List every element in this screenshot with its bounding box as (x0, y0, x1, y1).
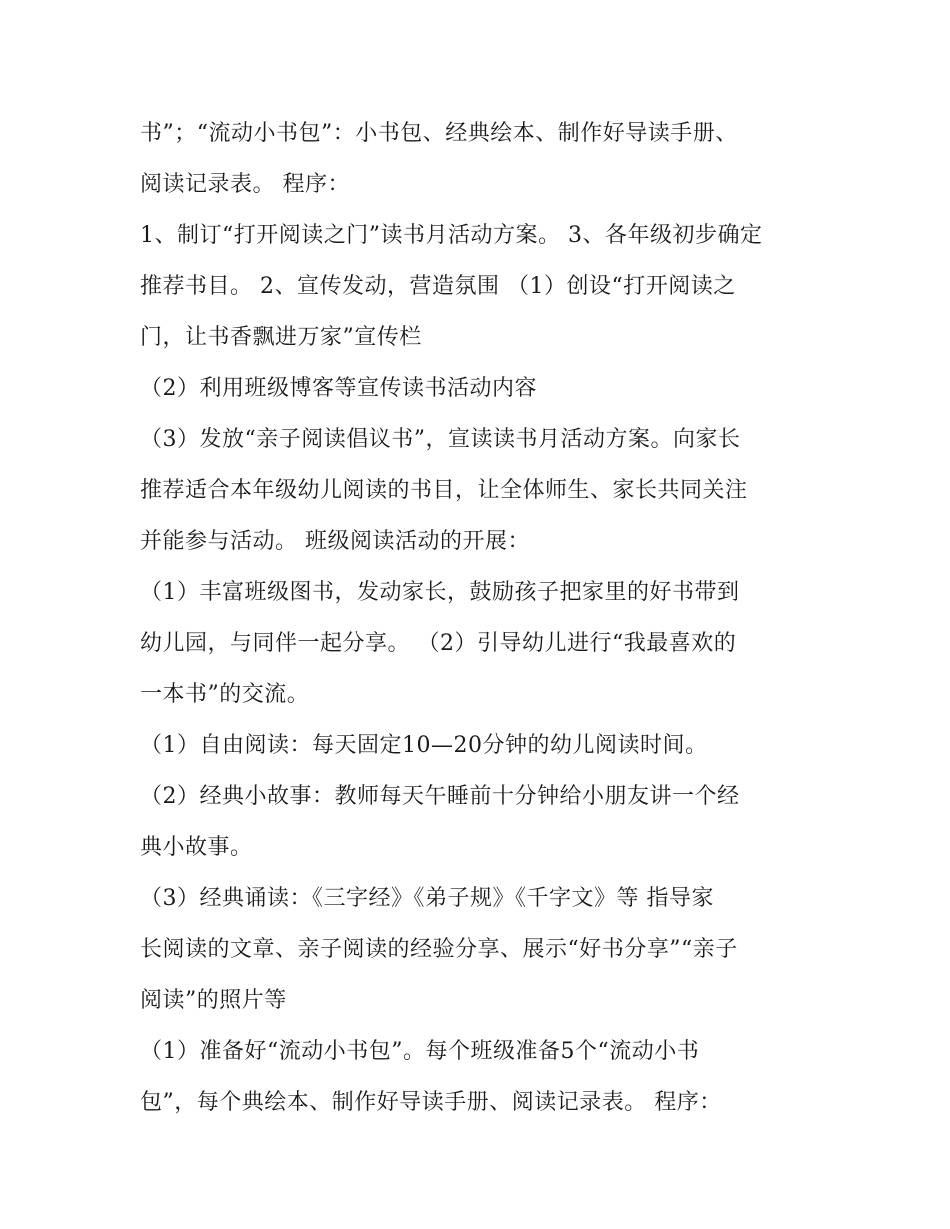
text-line: 推荐适合本年级幼儿阅读的书目，让全体师生、家长共同关注 (140, 478, 748, 503)
text-line: 长阅读的文章、亲子阅读的经验分享、展示“好书分享”“亲子 (140, 937, 738, 962)
text-line: （3）经典诵读：《三字经》《弟子规》《千字文》等 指导家 (140, 886, 714, 911)
text-line: 幼儿园，与同伴一起分享。 （2）引导幼儿进行“我最喜欢的 (140, 631, 737, 656)
text-line: 典小故事。 (140, 835, 253, 860)
text-line: 推荐书目。 2、宣传发动，营造氛围 （1）创设“打开阅读之 (140, 274, 736, 299)
text-line: 阅读”的照片等 (140, 988, 287, 1013)
text-line: （2）利用班级博客等宣传读书活动内容 (140, 376, 537, 401)
text-line: 一本书”的交流。 (140, 682, 310, 707)
text-line: （3）发放“亲子阅读倡议书”，宣读读书月活动方案。向家长 (140, 427, 741, 452)
document-body (140, 108, 820, 1128)
text-line: （2）经典小故事：教师每天午睡前十分钟给小朋友讲一个经 (140, 784, 740, 809)
text-line: （1）准备好“流动小书包”。每个班级准备5个“流动小书 (140, 1039, 700, 1064)
text-line: 1、制订“打开阅读之门”读书月活动方案。 3、各年级初步确定 (140, 223, 763, 248)
text-line: （1）丰富班级图书，发动家长，鼓励孩子把家里的好书带到 (140, 580, 740, 605)
text-line: 阅读记录表。 程序： (140, 172, 350, 197)
text-line: （1）自由阅读：每天固定10—20分钟的幼儿阅读时间。 (140, 733, 708, 758)
text-line: 书”；“流动小书包”：小书包、经典绘本、制作好导读手册、 (140, 121, 738, 146)
text-line: 包”，每个典绘本、制作好导读手册、阅读记录表。 程序： (140, 1090, 722, 1115)
text-line: 门，让书香飘进万家”宣传栏 (140, 325, 422, 350)
text-line: 并能参与活动。 班级阅读活动的开展： (140, 529, 530, 554)
